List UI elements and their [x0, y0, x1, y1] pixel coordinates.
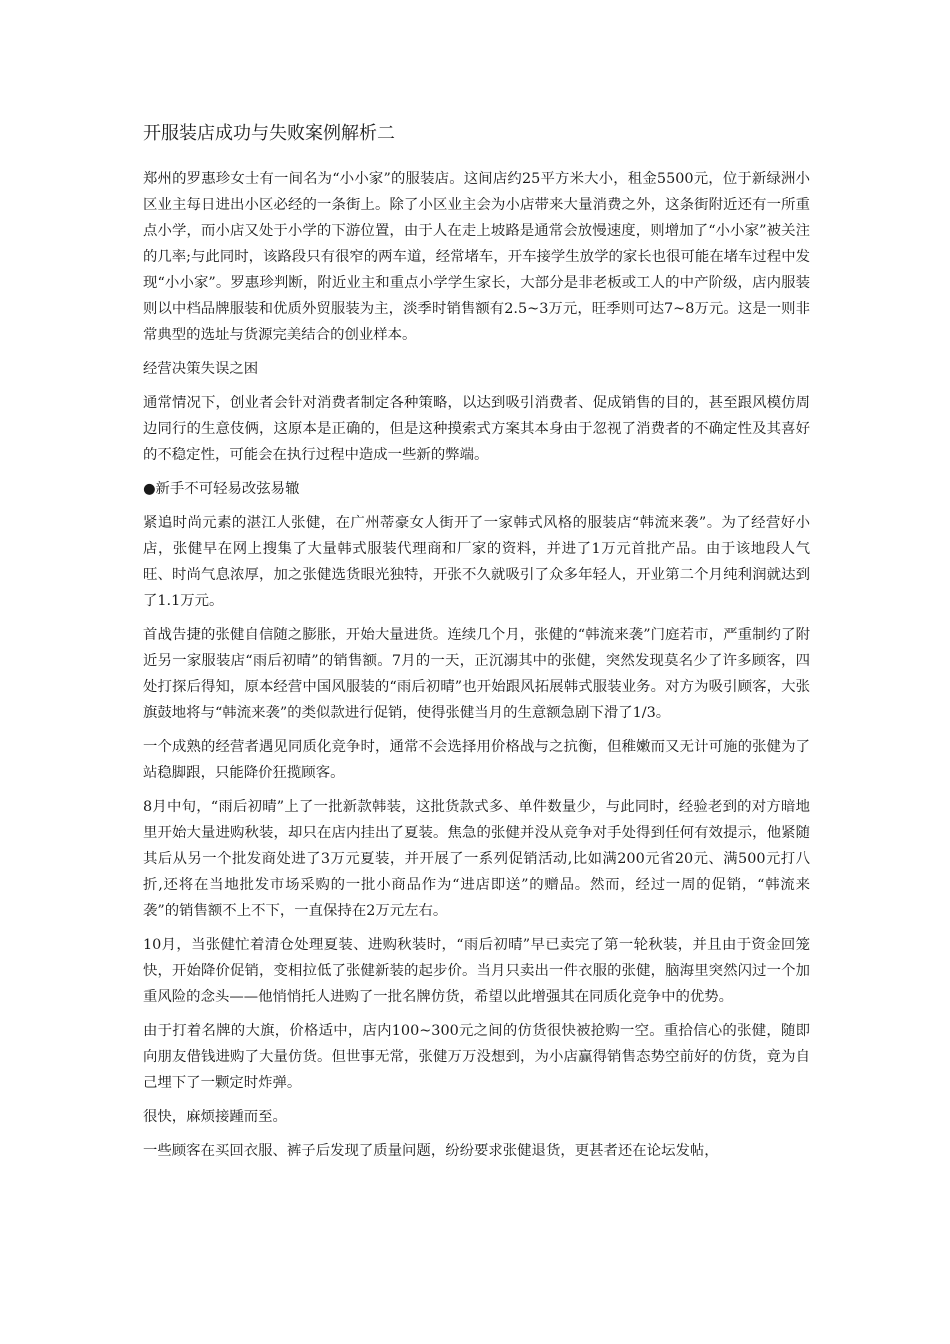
paragraph: 通常情况下，创业者会针对消费者制定各种策略，以达到吸引消费者、促成销售的目的，甚至跟风模仿周边同行的生意伎俩，这原本是正确的，但是这种摸索式方案其本身由于忽视了消费者的不确定性及其喜好的不稳定性，可能会在执行过程中造成一些新的弊端。	[143, 395, 810, 463]
paragraph: 紧追时尚元素的湛江人张健，在广州蒂豪女人街开了一家韩式风格的服装店“韩流来袭”。为了经营好小店，张健早在网上搜集了大量韩式服装代理商和厂家的资料，并进了1万元首批产品。由于该地段人气旺、时尚气息浓厚，加之张健选货眼光独特，开张不久就吸引了众多年轻人，开业第二个月纯利润就达到了1.1万元。	[143, 515, 810, 609]
paragraph: 8月中旬，“雨后初晴”上了一批新款韩装，这批货款式多、单件数量少，与此同时，经验老到的对方暗地里开始大量进购秋装，却只在店内挂出了夏装。焦急的张健并没从竞争对手处得到任何有效提示，他紧随其后从另一个批发商处进了3万元夏装，并开展了一系列促销活动,比如满200元省20元、满500元打八折,还将在当地批发市场采购的一批小商品作为“进店即送”的赠品。然而，经过一周的促销，“韩流来袭”的销售额不上不下，一直保持在2万元左右。	[143, 799, 810, 919]
paragraph: 一个成熟的经营者遇见同质化竞争时，通常不会选择用价格战与之抗衡，但稚嫩而又无计可施的张健为了站稳脚跟，只能降价狂揽顾客。	[143, 739, 810, 781]
document-page	[143, 120, 810, 1172]
paragraph: 10月，当张健忙着清仓处理夏装、进购秋装时，“雨后初晴”早已卖完了第一轮秋装，并且由于资金回笼快，开始降价促销，变相拉低了张健新装的起步价。当月只卖出一件衣服的张健，脑海里突然闪过一个加重风险的念头——他悄悄托人进购了一批名牌仿货，希望以此增强其在同质化竞争中的优势。	[143, 937, 810, 1005]
bullet-heading: ●新手不可轻易改弦易辙	[143, 481, 300, 497]
paragraph: 由于打着名牌的大旗，价格适中，店内100~300元之间的仿货很快被抢购一空。重拾信心的张健，随即向朋友借钱进购了大量仿货。但世事无常，张健万万没想到，为小店赢得销售态势空前好的仿货，竟为自己埋下了一颗定时炸弹。	[143, 1023, 810, 1091]
document-title: 开服装店成功与失败案例解析二	[143, 123, 395, 144]
section-heading: 经营决策失误之困	[143, 361, 259, 377]
paragraph: 一些顾客在买回衣服、裤子后发现了质量问题，纷纷要求张健退货，更甚者还在论坛发帖，	[143, 1143, 719, 1159]
paragraph: 很快，麻烦接踵而至。	[143, 1109, 287, 1125]
paragraph-intro: 郑州的罗惠珍女士有一间名为“小小家”的服装店。这间店约25平方米大小，租金5500元，位于新绿洲小区业主每日进出小区必经的一条街上。除了小区业主会为小店带来大量消费之外，这条街附近还有一所重点小学，而小店又处于小学的下游位置，由于人在走上坡路是通常会放慢速度，则增加了“小小家”被关注的几率;与此同时，该路段只有很窄的两车道，经常堵车，开车接学生放学的家长也很可能在堵车过程中发现“小小家”。罗惠珍判断，附近业主和重点小学学生家长，大部分是非老板或工人的中产阶级，店内服装则以中档品牌服装和优质外贸服装为主，淡季时销售额有2.5~3万元，旺季则可达7~8万元。这是一则非常典型的选址与货源完美结合的创业样本。	[143, 171, 810, 343]
paragraph: 首战告捷的张健自信随之膨胀，开始大量进货。连续几个月，张健的“韩流来袭”门庭若市，严重制约了附近另一家服装店“雨后初晴”的销售额。7月的一天，正沉溺其中的张健，突然发现莫名少了许多顾客，四处打探后得知，原本经营中国风服装的“雨后初晴”也开始跟风拓展韩式服装业务。对方为吸引顾客，大张旗鼓地将与“韩流来袭”的类似款进行促销，使得张健当月的生意额急剧下滑了1/3。	[143, 627, 810, 721]
